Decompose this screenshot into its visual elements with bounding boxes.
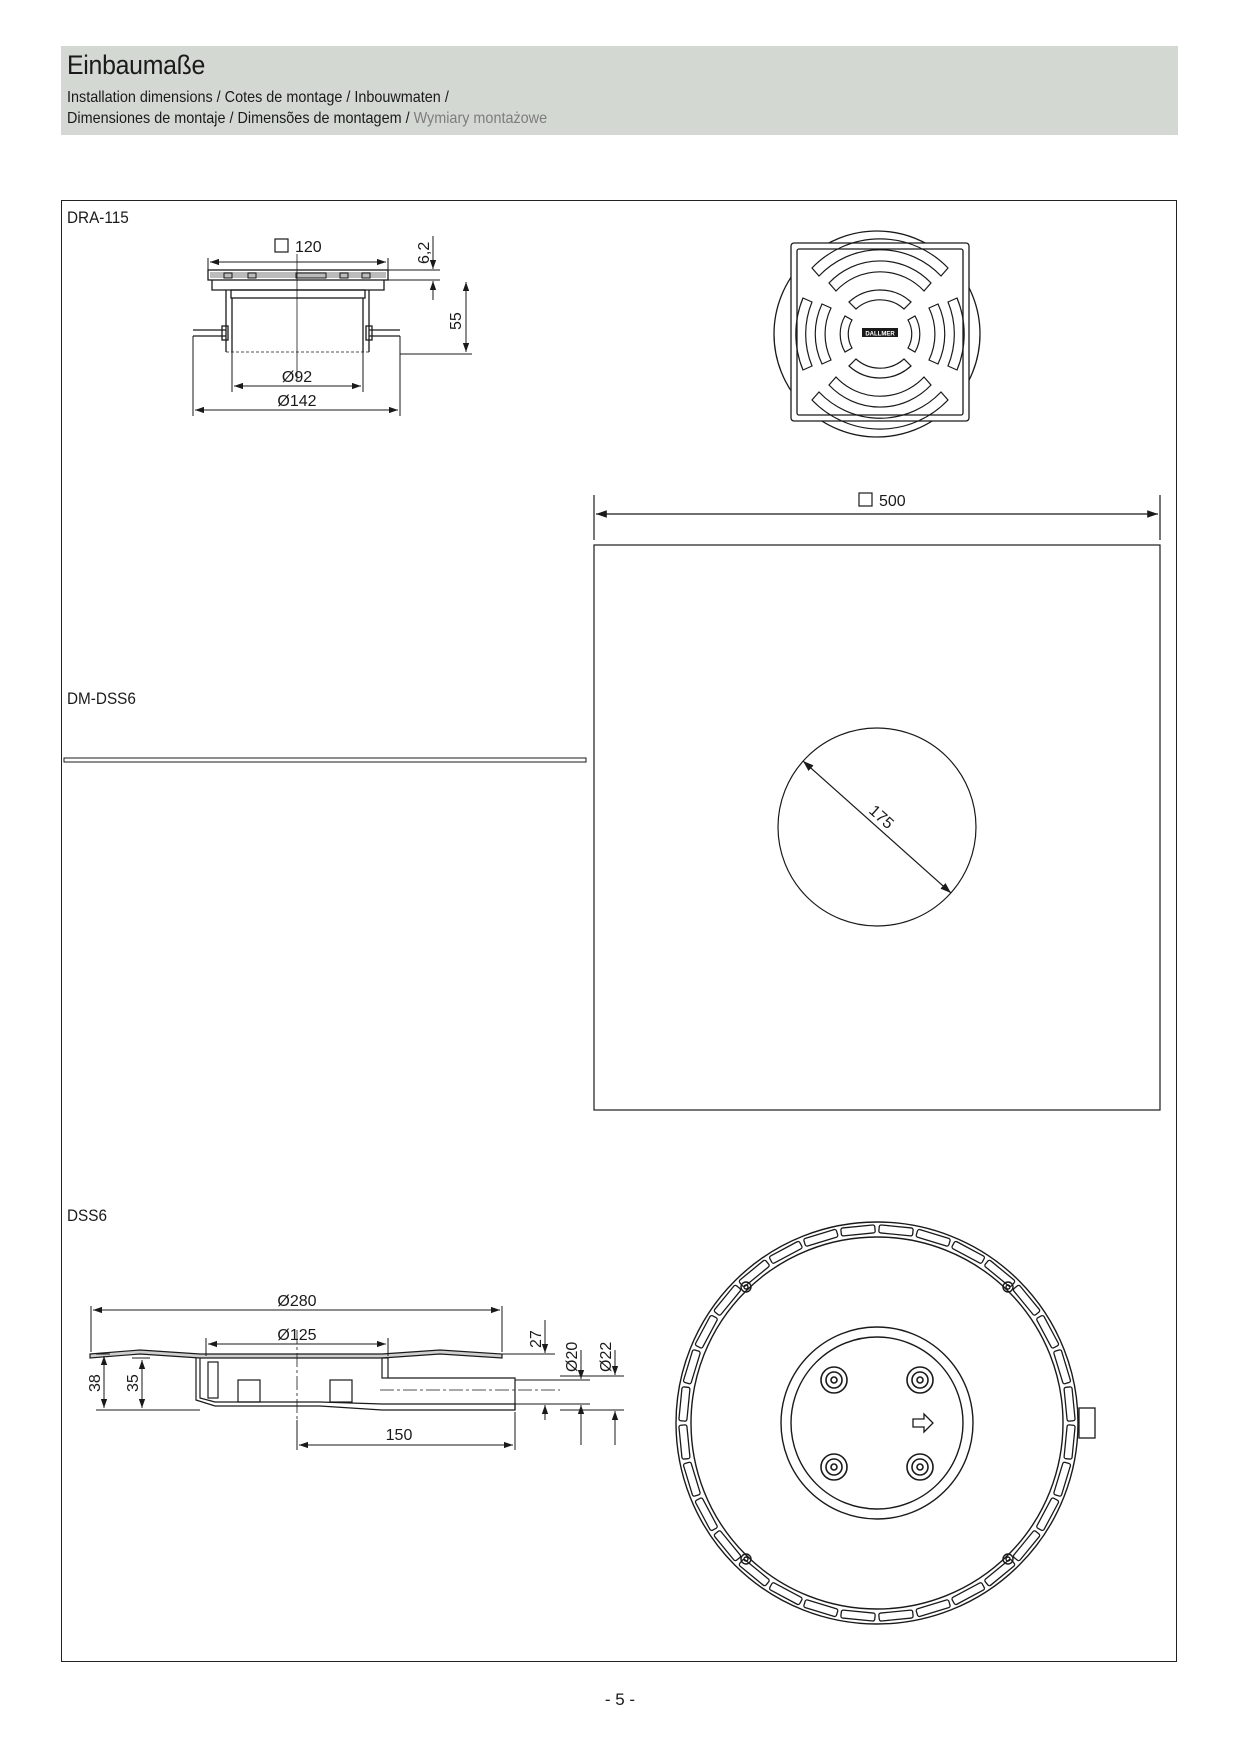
ring-slot — [803, 1599, 838, 1617]
ring-slot — [841, 1610, 876, 1621]
ring-slot — [683, 1462, 701, 1497]
ring-slot — [1064, 1425, 1075, 1460]
dss-dim-offset: 27 — [528, 1330, 545, 1348]
ring-slot — [879, 1225, 914, 1236]
ring-slot — [841, 1225, 876, 1236]
ring-slot — [1064, 1387, 1075, 1422]
dra-dim-square: 120 — [295, 239, 322, 256]
dra-dim-height-top: 6,2 — [416, 241, 433, 264]
subtitle-line2-main: Dimensiones de montaje / Dimensões de montagem / — [67, 110, 414, 127]
ring-slot — [916, 1229, 951, 1247]
dss-dim-inner-dia: Ø125 — [277, 1327, 317, 1344]
dss-dim-height-outer: 38 — [87, 1374, 104, 1392]
dss-dim-pipe-small: Ø20 — [564, 1341, 581, 1372]
page-title: Einbaumaße — [67, 50, 206, 80]
dss-dim-pipe-large: Ø22 — [598, 1341, 615, 1372]
dra-dim-outer-dia: Ø142 — [277, 393, 317, 410]
dm-membrane-side-view — [64, 758, 586, 762]
section-label-dss: DSS6 — [67, 1206, 107, 1225]
ring-slot — [916, 1599, 951, 1617]
dm-dim-square: 500 — [879, 493, 906, 510]
ring-slot — [1053, 1349, 1071, 1384]
dm-dim-circle: 175 — [865, 802, 897, 833]
dss-dim-length: 150 — [385, 1427, 413, 1444]
section-label-dm: DM-DSS6 — [67, 689, 136, 708]
dss-dim-outer-dia: Ø280 — [277, 1293, 317, 1310]
ring-slot — [803, 1229, 838, 1247]
section-label-dra: DRA-115 — [67, 208, 129, 227]
subtitle-line2-muted: Wymiary montażowe — [413, 110, 548, 127]
ring-slot — [1053, 1462, 1071, 1497]
page-number: - 5 - — [604, 1690, 636, 1709]
ring-slot — [679, 1425, 690, 1460]
ring-slot — [879, 1610, 914, 1621]
dss-dimensions — [91, 1306, 624, 1450]
dra-dim-inner-dia: Ø92 — [281, 369, 313, 386]
grate-brand-logo: DALLMER — [865, 331, 895, 338]
ring-slot — [679, 1387, 690, 1422]
dra-side-view — [193, 254, 400, 380]
dss-dim-height-inner: 35 — [125, 1374, 142, 1392]
dss-top-view — [676, 1222, 1095, 1624]
dra-dim-height: 55 — [448, 312, 465, 330]
page-subtitle-line1: Installation dimensions / Cotes de montage / Inbouwmaten / — [67, 89, 449, 106]
ring-slot — [683, 1349, 701, 1384]
